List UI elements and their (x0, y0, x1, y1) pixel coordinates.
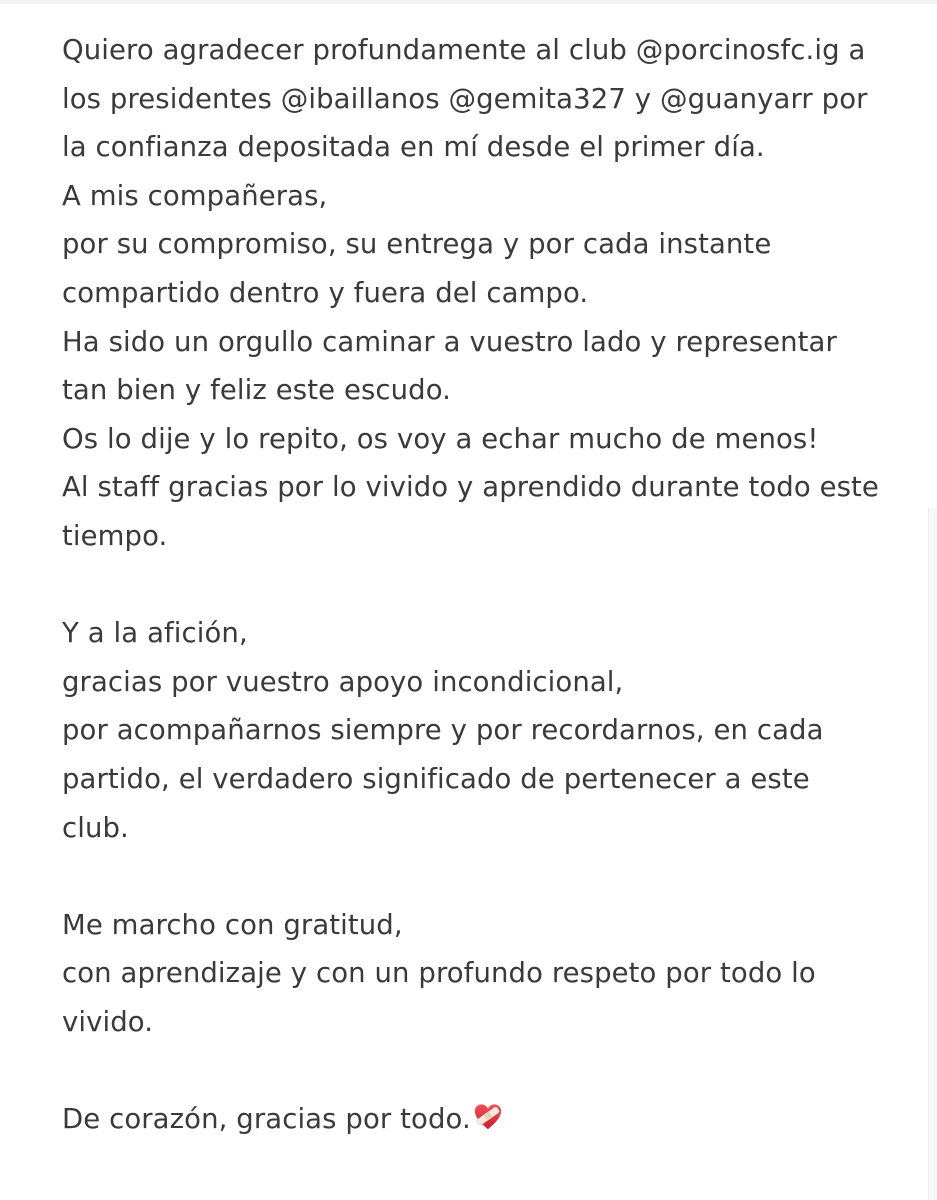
note-line: por acompañarnos siempre y por recordarnos, en cada (62, 714, 824, 747)
note-line: A mis compañeras, (62, 179, 328, 212)
note-line: por su compromiso, su entrega y por cada instante (62, 228, 772, 261)
note-line: tiempo. (62, 519, 168, 552)
note-body[interactable] (62, 26, 912, 1144)
note-line: Al staff gracias por lo vivido y aprendido durante todo este (62, 471, 879, 504)
note-line: partido, el verdadero significado de pertenecer a este (62, 762, 810, 795)
note-line: compartido dentro y fuera del campo. (62, 276, 589, 309)
note-line: la confianza depositada en mí desde el primer día. (62, 131, 765, 164)
closing-line (62, 1095, 912, 1144)
mending-heart-icon (473, 1099, 503, 1129)
note-line: con aprendizaje y con un profundo respeto por todo lo (62, 957, 816, 990)
top-edge (0, 0, 937, 4)
note-line: Me marcho con gratitud, (62, 908, 403, 941)
note-line: los presidentes @ibaillanos @gemita327 y @guanyarr por (62, 82, 868, 115)
note-line: Ha sido un orgullo caminar a vuestro lado y representar (62, 325, 837, 358)
paragraph-gap (62, 561, 912, 610)
closing-text: De corazón, gracias por todo. (62, 1103, 471, 1136)
note-line: Quiero agradecer profundamente al club @porcinosfc.ig a (62, 34, 866, 66)
note-line: Os lo dije y lo repito, os voy a echar mucho de menos! (62, 422, 819, 455)
scrollbar-track[interactable] (928, 508, 937, 1200)
note-line: club. (62, 811, 129, 844)
note-line: gracias por vuestro apoyo incondicional, (62, 665, 624, 698)
note-line: tan bien y feliz este escudo. (62, 374, 451, 407)
paragraph-gap (62, 1046, 912, 1095)
note-line: Y a la afición, (62, 617, 248, 650)
note-line: vivido. (62, 1005, 154, 1038)
paragraph-gap (62, 852, 912, 901)
